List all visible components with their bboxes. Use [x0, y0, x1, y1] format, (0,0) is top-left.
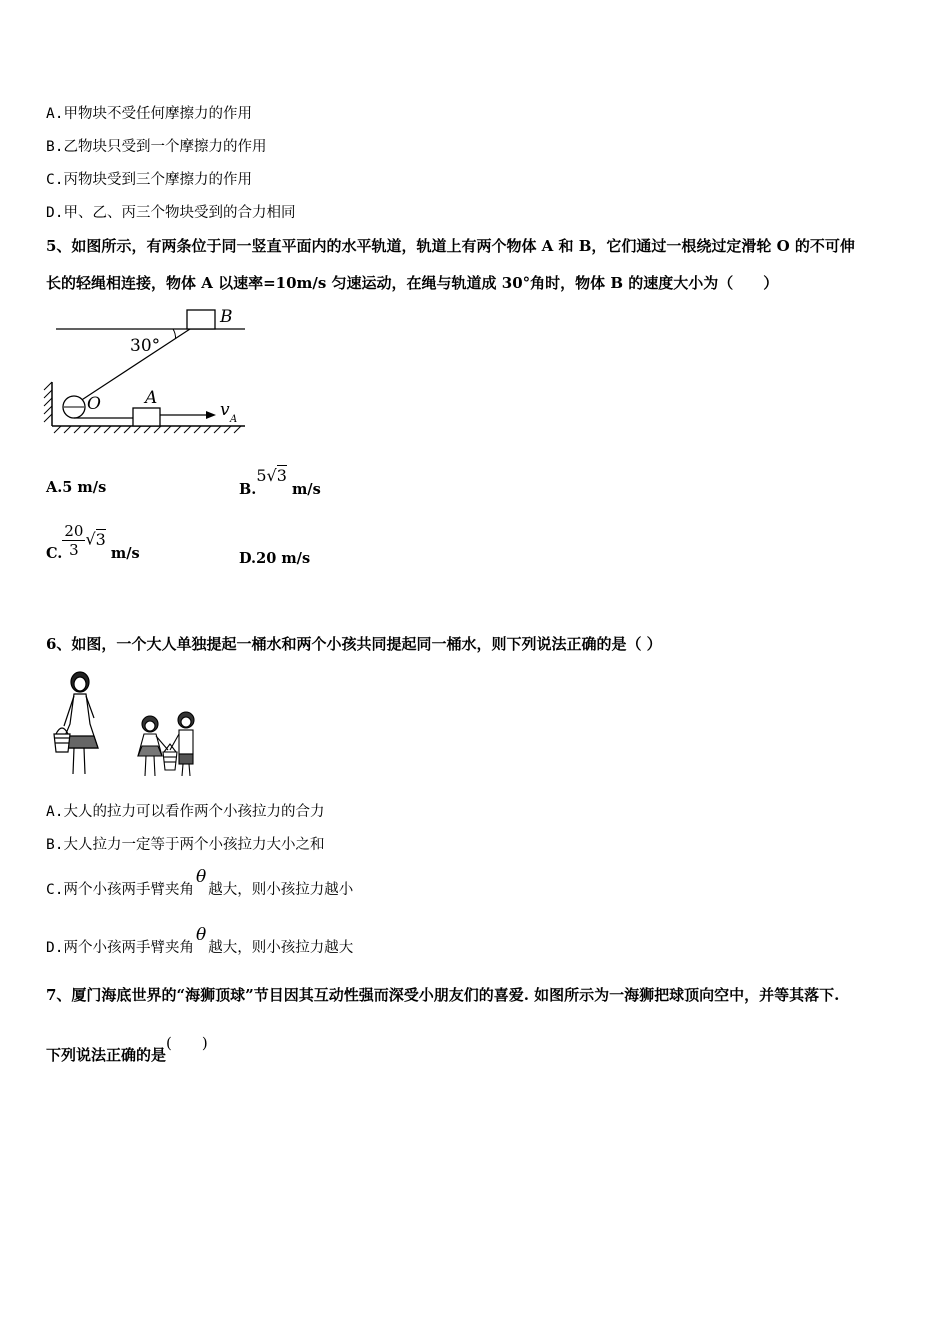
- q6-stem: 6、如图，一个大人单独提起一桶水和两个小孩共同提起同一桶水，则下列说法正确的是（ ）: [46, 635, 662, 653]
- q7-stem-line1: 7、厦门海底世界的“海狮顶球”节目因其互动性强而深受小朋友们的喜爱. 如图所示为一海狮把球顶向空中，并等其落下.: [46, 986, 840, 1004]
- q5-option-b-prefix: B.: [239, 481, 257, 498]
- q5-option-a: A.5 m/s: [46, 479, 107, 496]
- q6-option-c-post: 越大，则小孩拉力越小: [208, 882, 354, 898]
- q6-option-d-pre: D.两个小孩两手臂夹角: [46, 940, 194, 956]
- label-o: O: [87, 394, 101, 414]
- q5-option-c-radicand: 3: [95, 529, 106, 549]
- q5-option-b-unit: m/s: [291, 481, 321, 498]
- adult-figure: [54, 672, 98, 774]
- q5-option-c-numerator: 20: [64, 522, 84, 540]
- q6-option-a: A.大人的拉力可以看作两个小孩拉力的合力: [46, 804, 325, 820]
- q5-option-b-radicand: 3: [276, 466, 287, 485]
- q6-option-c: [46, 867, 354, 899]
- q6-bucket-illustration: [46, 666, 211, 781]
- q7-answer-paren: ( ): [166, 1034, 208, 1052]
- q5-pulley-diagram: [40, 302, 255, 438]
- q4-option-a: A.甲物块不受任何摩擦力的作用: [46, 106, 252, 122]
- q4-option-c: C.丙物块受到三个摩擦力的作用: [46, 172, 252, 188]
- q7-stem-line2-text: 下列说法正确的是: [46, 1046, 167, 1064]
- q7-stem-line2: [46, 1034, 208, 1065]
- q5-option-d: D.20 m/s: [239, 550, 311, 567]
- q5-option-c-unit: m/s: [110, 544, 140, 562]
- q5-option-b-coef: 5: [256, 466, 267, 485]
- q4-option-d: D.甲、乙、丙三个物块受到的合力相同: [46, 205, 296, 221]
- q5-stem-line2: 长的轻绳相连接，物体 A 以速率=10m/s 匀速运动，在绳与轨道成 30°角时，物体 B 的速度大小为（ ）: [46, 274, 779, 292]
- q5-option-c-fraction: [62, 522, 85, 559]
- label-angle: 30°: [130, 336, 161, 356]
- children-figures: [138, 712, 194, 776]
- q5-option-c-prefix: C.: [46, 544, 63, 562]
- q6-option-d-post: 越大，则小孩拉力越大: [208, 940, 354, 956]
- q6-option-d-theta: θ: [195, 925, 207, 945]
- label-a: A: [145, 388, 158, 408]
- q6-option-d: [46, 925, 354, 957]
- q6-option-c-pre: C.两个小孩两手臂夹角: [46, 882, 194, 898]
- q5-option-c-denominator: 3: [69, 541, 79, 559]
- block-a: [133, 408, 160, 426]
- label-b: B: [220, 307, 233, 327]
- q4-option-b: B.乙物块只受到一个摩擦力的作用: [46, 139, 267, 155]
- q5-option-c: C. $\frac{20}{3}$ √3 m/s: [46, 522, 140, 562]
- q6-option-b: B.大人拉力一定等于两个小孩拉力大小之和: [46, 837, 325, 853]
- label-v: v: [220, 400, 230, 420]
- label-v-sub: A: [230, 414, 238, 425]
- q5-stem-line1: 5、如图所示，有两条位于同一竖直平面内的水平轨道，轨道上有两个物体 A 和 B，它们通过一根绕过定滑轮 O 的不可伸: [46, 237, 855, 255]
- q5-option-b: B.5√3 m/s: [239, 466, 321, 498]
- q6-option-c-theta: θ: [195, 867, 207, 887]
- angle-arc: [173, 329, 176, 339]
- block-b: [187, 310, 215, 329]
